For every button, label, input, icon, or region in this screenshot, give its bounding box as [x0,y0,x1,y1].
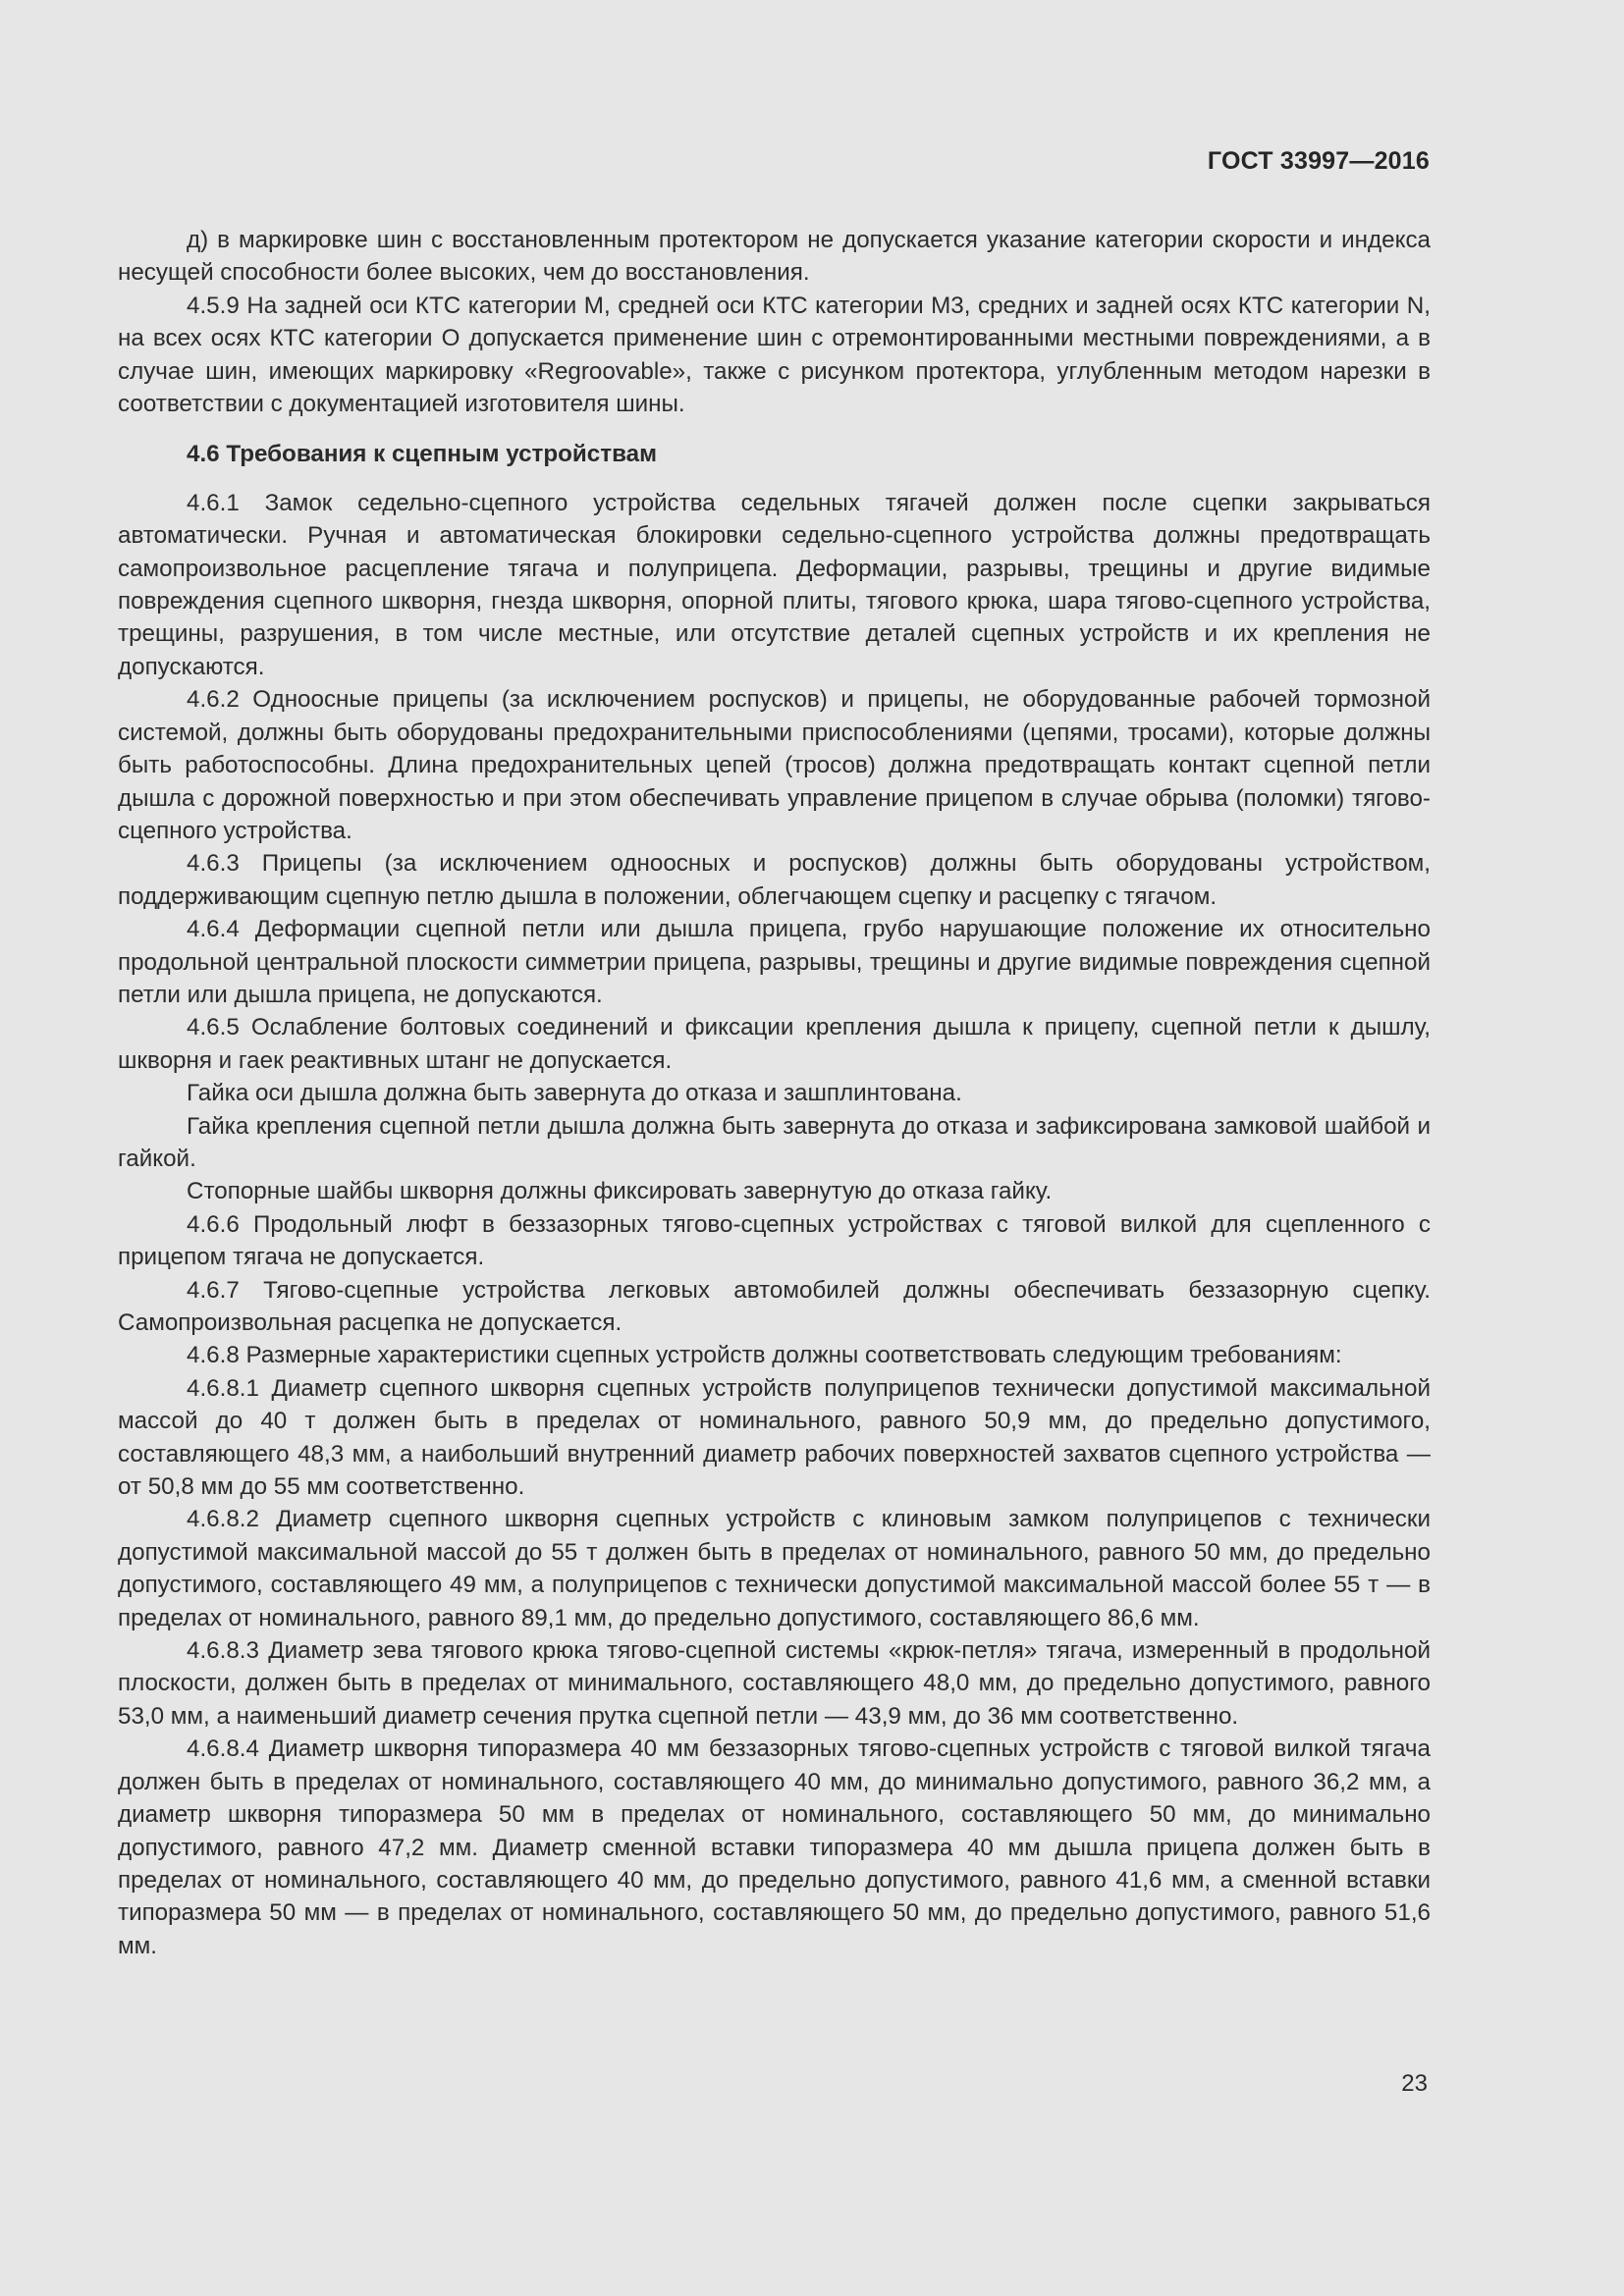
paragraph: 4.6.8.3 Диаметр зева тягового крюка тягово-сцепной системы «крюк-петля» тягача, измеренный в продольной плоскости, должен быть в пределах от минимального, составляющего 48,0 мм, до предельно допустимого, равного 53,0 мм, а наименьший диаметр сечения прутка сцепной петли — 43,9 мм, до 36 мм соответственно. [118,1637,1431,1730]
page-number: 23 [1401,2070,1428,2097]
paragraph: 4.6.2 Одноосные прицепы (за исключением роспусков) и прицепы, не оборудованные рабочей тормозной системой, должны быть оборудованы предохранительными приспособлениями (цепями, тросами), которые должны быть работоспособны. Длина предохранительных цепей (тросов) должна предотвращать контакт сцепной петли дышла с дорожной поверхностью и при этом обеспечивать управление прицепом в случае обрыва (поломки) тягово-сцепного устройства. [118,686,1431,844]
paragraph: 4.6.5 Ослабление болтовых соединений и фиксации крепления дышла к прицепу, сцепной петли к дышлу, шкворня и гаек реактивных штанг не допускается. [118,1014,1431,1074]
paragraph: 4.6.1 Замок седельно-сцепного устройства седельных тягачей должен после сцепки закрываться автоматически. Ручная и автоматическая блокировки седельно-сцепного устройства должны предотвращать самопроизвольное расцепление тягача и полуприцепа. Деформации, разрывы, трещины и другие видимые повреждения сцепного шкворня, гнезда шкворня, опорной плиты, тягового крюка, шара тягово-сцепного устройства, трещины, разрушения, в том числе местные, или отсутствие деталей сцепных устройств и их крепления не допускаются. [118,489,1431,680]
paragraph: 4.6.8.2 Диаметр сцепного шкворня сцепных устройств с клиновым замком полуприцепов с технически допустимой максимальной массой до 55 т должен быть в пределах от номинального, равного 50 мм, до предельно допустимого, составляющего 49 мм, а полуприцепов с технически допустимой максимальной массой более 55 т — в пределах от номинального, равного 89,1 мм, до предельно допустимого, составляющего 86,6 мм. [118,1506,1431,1631]
standard-header: ГОСТ 33997—2016 [1207,147,1430,175]
paragraph: 4.6.3 Прицепы (за исключением одноосных и роспусков) должны быть оборудованы устройством, поддерживающим сцепную петлю дышла в положении, облегчающем сцепку и расцепку с тягачом. [118,850,1431,910]
paragraph: 4.6.8.1 Диаметр сцепного шкворня сцепных устройств полуприцепов технически допустимой максимальной массой до 40 т должен быть в пределах от номинального, равного 50,9 мм, до предельно допустимого, составляющего 48,3 мм, а наибольший внутренний диаметр рабочих поверхностей захватов сцепного устройства — от 50,8 мм до 55 мм соответственно. [118,1374,1431,1501]
paragraph: 4.5.9 На задней оси КТС категории M, средней оси КТС категории M3, средних и задней осях КТС категории N, на всех осях КТС категории O допускается применение шин с отремонтированными местными повреждениями, а в случае шин, имеющих маркировку «Regroovable», также с рисунком протектора, углубленным методом нарезки в соответствии с документацией изготовителя шины. [118,292,1431,418]
paragraph: 4.6.8 Размерные характеристики сцепных устройств должны соответствовать следующим требованиям: [187,1342,1342,1369]
paragraph: Гайка оси дышла должна быть завернута до отказа и зашплинтована. [187,1080,962,1107]
paragraph: 4.6.8.4 Диаметр шкворня типоразмера 40 мм беззазорных тягово-сцепных устройств с тяговой вилкой тягача должен быть в пределах от номинального, составляющего 40 мм, до минимально допустимого, равного 36,2 мм, а диаметр шкворня типоразмера 50 мм в пределах от номинального, составляющего 50 мм, до минимально допустимого, равного 47,2 мм. Диаметр сменной вставки типоразмера 40 мм дышла прицепа должен быть в пределах от номинального, составляющего 40 мм, до предельно допустимого, равного 41,6 мм, а сменной вставки типоразмера 50 мм — в пределах от номинального, составляющего 50 мм, до предельно допустимого, равного 51,6 мм. [118,1735,1431,1959]
document-body [118,224,1431,1962]
paragraph: 4.6.6 Продольный люфт в беззазорных тягово-сцепных устройствах с тяговой вилкой для сцепленного с прицепом тягача не допускается. [118,1210,1431,1271]
paragraph: Гайка крепления сцепной петли дышла должна быть завернута до отказа и зафиксирована замковой шайбой и гайкой. [118,1112,1431,1172]
paragraph: 4.6.4 Деформации сцепной петли или дышла прицепа, грубо нарушающие положение их относительно продольной центральной плоскости симметрии прицепа, разрывы, трещины и другие видимые повреждения сцепной петли или дышла прицепа, не допускаются. [118,916,1431,1008]
section-heading: 4.6 Требования к сцепным устройствам [187,441,657,468]
paragraph: д) в маркировке шин с восстановленным протектором не допускается указание категории скорости и индекса несущей способности более высоких, чем до восстановления. [118,227,1431,287]
paragraph: 4.6.7 Тягово-сцепные устройства легковых автомобилей должны обеспечивать беззазорную сцепку. Самопроизвольная расцепка не допускается. [118,1276,1431,1336]
paragraph: Стопорные шайбы шкворня должны фиксировать завернутую до отказа гайку. [187,1178,1053,1205]
